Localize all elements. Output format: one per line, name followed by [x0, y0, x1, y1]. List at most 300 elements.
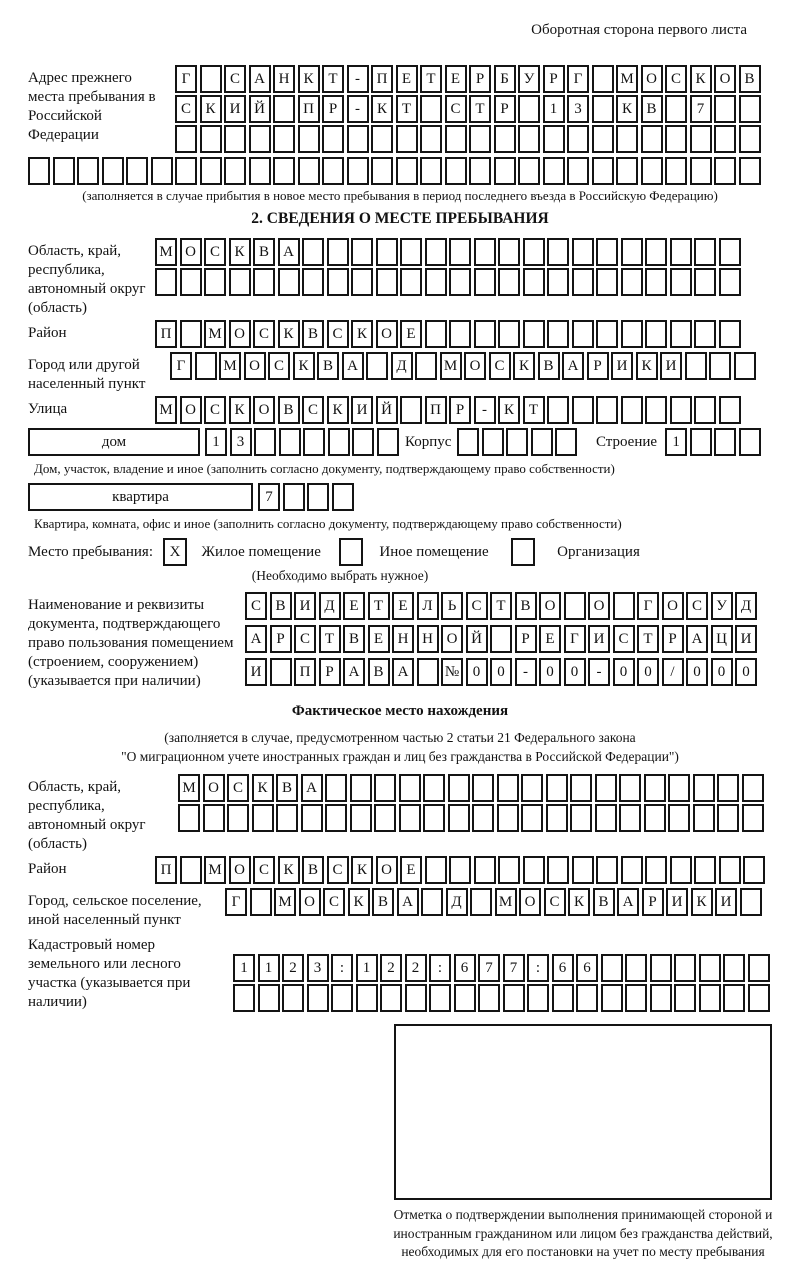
- char-cell: К: [293, 352, 315, 380]
- char-cell: К: [298, 65, 320, 93]
- char-cell: И: [224, 95, 246, 123]
- char-cell: [420, 157, 442, 185]
- char-cell: [665, 157, 687, 185]
- char-cell: Н: [392, 625, 414, 653]
- char-cell: [250, 888, 272, 916]
- char-cell: [302, 238, 324, 266]
- char-cell: [155, 268, 177, 296]
- stay-type-field: [28, 538, 772, 566]
- char-cell: [227, 804, 249, 832]
- char-cell: К: [371, 95, 393, 123]
- char-cell: 6: [552, 954, 574, 982]
- char-cell: С: [327, 320, 349, 348]
- stay-type-note: (Необходимо выбрать нужное): [251, 568, 429, 583]
- char-cell: О: [441, 625, 463, 653]
- char-cell: [332, 483, 354, 511]
- char-cell: С: [253, 320, 275, 348]
- korpus-row: [457, 428, 580, 456]
- char-cell: 2: [380, 954, 402, 982]
- char-cell: 0: [735, 658, 757, 686]
- char-cell: 0: [637, 658, 659, 686]
- char-cell: К: [513, 352, 535, 380]
- char-cell: К: [200, 95, 222, 123]
- char-cell: Е: [343, 592, 365, 620]
- char-cell: О: [299, 888, 321, 916]
- char-cell: [420, 125, 442, 153]
- char-cell: Т: [322, 65, 344, 93]
- cadastral-row-2: [233, 984, 772, 1012]
- char-cell: М: [219, 352, 241, 380]
- char-cell: О: [253, 396, 275, 424]
- char-cell: [719, 856, 741, 884]
- char-cell: С: [665, 65, 687, 93]
- section2-title: 2. СВЕДЕНИЯ О МЕСТЕ ПРЕБЫВАНИЯ: [251, 210, 549, 227]
- char-cell: [449, 238, 471, 266]
- char-cell: [518, 157, 540, 185]
- char-cell: [423, 804, 445, 832]
- char-cell: [592, 95, 614, 123]
- char-cell: [699, 954, 721, 982]
- char-cell: [307, 483, 329, 511]
- char-cell: [621, 396, 643, 424]
- char-cell: [572, 320, 594, 348]
- char-cell: [685, 352, 707, 380]
- stay-type-label: Место пребывания:: [28, 544, 153, 560]
- char-cell: О: [180, 238, 202, 266]
- region-field: [28, 238, 772, 318]
- street-label: Улица: [28, 401, 68, 417]
- char-cell: №: [441, 658, 463, 686]
- char-cell: [351, 238, 373, 266]
- char-cell: М: [274, 888, 296, 916]
- char-cell: Г: [225, 888, 247, 916]
- char-cell: В: [372, 888, 394, 916]
- char-cell: [469, 157, 491, 185]
- char-cell: С: [268, 352, 290, 380]
- char-cell: С: [323, 888, 345, 916]
- char-cell: С: [175, 95, 197, 123]
- actual-location-note-line2: "О миграционном учете иностранных граждан и лиц без гражданства в Российской Федерации"): [121, 749, 679, 764]
- char-cell: [325, 804, 347, 832]
- char-cell: [180, 320, 202, 348]
- char-cell: [420, 95, 442, 123]
- prev-address-row-2: [175, 95, 763, 123]
- char-cell: [619, 774, 641, 802]
- char-cell: О: [229, 856, 251, 884]
- char-cell: 0: [539, 658, 561, 686]
- char-cell: [380, 984, 402, 1012]
- char-cell: [448, 804, 470, 832]
- char-cell: [28, 157, 50, 185]
- char-cell: [596, 238, 618, 266]
- char-cell: [668, 804, 690, 832]
- char-cell: Д: [391, 352, 413, 380]
- char-cell: [734, 352, 756, 380]
- char-cell: Р: [642, 888, 664, 916]
- char-cell: Р: [494, 95, 516, 123]
- char-cell: А: [397, 888, 419, 916]
- char-cell: [347, 157, 369, 185]
- char-cell: О: [203, 774, 225, 802]
- char-cell: [523, 320, 545, 348]
- char-cell: [273, 95, 295, 123]
- char-cell: И: [715, 888, 737, 916]
- char-cell: М: [204, 320, 226, 348]
- char-cell: [224, 125, 246, 153]
- char-cell: К: [351, 856, 373, 884]
- char-cell: [748, 984, 770, 1012]
- char-cell: [254, 428, 276, 456]
- char-cell: [351, 268, 373, 296]
- char-cell: [302, 268, 324, 296]
- char-cell: -: [588, 658, 610, 686]
- char-cell: [564, 592, 586, 620]
- cadastral-field: [28, 932, 772, 1014]
- prev-address-field: [28, 65, 772, 155]
- char-cell: Н: [273, 65, 295, 93]
- char-cell: [670, 320, 692, 348]
- actual-location-note-line1: (заполняется в случае, предусмотренном частью 2 статьи 21 Федерального закона: [164, 730, 636, 745]
- char-cell: [470, 888, 492, 916]
- char-cell: Г: [567, 65, 589, 93]
- char-cell: [445, 157, 467, 185]
- stay-type-checkbox-organization: [511, 538, 535, 566]
- prev-address-row-4: [28, 157, 772, 185]
- char-cell: [690, 428, 712, 456]
- char-cell: 0: [564, 658, 586, 686]
- char-cell: О: [662, 592, 684, 620]
- house-field: [28, 428, 772, 458]
- char-cell: А: [278, 238, 300, 266]
- char-cell: 1: [233, 954, 255, 982]
- char-cell: [668, 774, 690, 802]
- char-cell: [448, 774, 470, 802]
- char-cell: Г: [170, 352, 192, 380]
- char-cell: М: [616, 65, 638, 93]
- char-cell: С: [445, 95, 467, 123]
- char-cell: [327, 268, 349, 296]
- char-cell: [423, 774, 445, 802]
- char-cell: [200, 65, 222, 93]
- char-cell: Й: [376, 396, 398, 424]
- street-row: [155, 396, 743, 424]
- char-cell: [625, 984, 647, 1012]
- char-cell: [521, 774, 543, 802]
- char-cell: [523, 238, 545, 266]
- confirmation-stamp-box: [394, 1024, 772, 1200]
- char-cell: [396, 125, 418, 153]
- char-cell: [474, 238, 496, 266]
- char-cell: :: [331, 954, 353, 982]
- char-cell: В: [270, 592, 292, 620]
- ownership-document-row-2: [245, 625, 760, 653]
- char-cell: [454, 984, 476, 1012]
- char-cell: [740, 888, 762, 916]
- char-cell: О: [714, 65, 736, 93]
- char-cell: [601, 984, 623, 1012]
- char-cell: К: [229, 238, 251, 266]
- char-cell: У: [711, 592, 733, 620]
- char-cell: [552, 984, 574, 1012]
- stay-type-option-residential-label: Жилое помещение: [201, 544, 321, 560]
- char-cell: [592, 157, 614, 185]
- char-cell: [625, 954, 647, 982]
- char-cell: [77, 157, 99, 185]
- char-cell: 7: [690, 95, 712, 123]
- char-cell: К: [636, 352, 658, 380]
- char-cell: Е: [445, 65, 467, 93]
- char-cell: А: [301, 774, 323, 802]
- char-cell: И: [660, 352, 682, 380]
- char-cell: [276, 804, 298, 832]
- char-cell: [694, 268, 716, 296]
- char-cell: К: [351, 320, 373, 348]
- char-cell: [555, 428, 577, 456]
- char-cell: Г: [564, 625, 586, 653]
- region-row-2: [155, 268, 743, 296]
- char-cell: [694, 238, 716, 266]
- char-cell: О: [376, 320, 398, 348]
- char-cell: 7: [478, 954, 500, 982]
- char-cell: [543, 157, 565, 185]
- char-cell: [645, 320, 667, 348]
- char-cell: [670, 238, 692, 266]
- char-cell: Т: [523, 396, 545, 424]
- char-cell: [425, 238, 447, 266]
- char-cell: П: [155, 856, 177, 884]
- char-cell: [518, 125, 540, 153]
- char-cell: [449, 320, 471, 348]
- char-cell: [523, 856, 545, 884]
- char-cell: -: [347, 65, 369, 93]
- char-cell: [303, 428, 325, 456]
- char-cell: [203, 804, 225, 832]
- char-cell: -: [474, 396, 496, 424]
- char-cell: [325, 774, 347, 802]
- char-cell: [739, 157, 761, 185]
- char-cell: [743, 856, 765, 884]
- actual-region-row-1: [178, 774, 766, 802]
- char-cell: Д: [446, 888, 468, 916]
- char-cell: [547, 320, 569, 348]
- char-cell: [298, 157, 320, 185]
- char-cell: [748, 954, 770, 982]
- char-cell: П: [155, 320, 177, 348]
- char-cell: [690, 125, 712, 153]
- char-cell: [576, 984, 598, 1012]
- char-cell: В: [368, 658, 390, 686]
- char-cell: [371, 125, 393, 153]
- char-cell: [376, 238, 398, 266]
- char-cell: [699, 984, 721, 1012]
- char-cell: -: [347, 95, 369, 123]
- district-field: [28, 320, 772, 350]
- char-cell: [399, 804, 421, 832]
- char-cell: [595, 774, 617, 802]
- char-cell: [252, 804, 274, 832]
- char-cell: [547, 396, 569, 424]
- char-cell: -: [515, 658, 537, 686]
- char-cell: Л: [417, 592, 439, 620]
- char-cell: С: [613, 625, 635, 653]
- char-cell: [472, 774, 494, 802]
- char-cell: М: [440, 352, 462, 380]
- char-cell: [224, 157, 246, 185]
- char-cell: [546, 804, 568, 832]
- char-cell: С: [466, 592, 488, 620]
- char-cell: [596, 268, 618, 296]
- char-cell: [714, 125, 736, 153]
- char-cell: [497, 774, 519, 802]
- char-cell: [417, 658, 439, 686]
- char-cell: [616, 157, 638, 185]
- char-cell: Ь: [441, 592, 463, 620]
- char-cell: С: [245, 592, 267, 620]
- char-cell: 1: [205, 428, 227, 456]
- char-cell: Й: [249, 95, 271, 123]
- char-cell: С: [204, 396, 226, 424]
- char-cell: О: [376, 856, 398, 884]
- apartment-note: Квартира, комната, офис и иное (заполнить согласно документу, подтверждающему право собственности): [34, 516, 622, 531]
- char-cell: [307, 984, 329, 1012]
- char-cell: 3: [307, 954, 329, 982]
- char-cell: 3: [230, 428, 252, 456]
- char-cell: [645, 238, 667, 266]
- char-cell: В: [515, 592, 537, 620]
- char-cell: 7: [258, 483, 280, 511]
- char-cell: Р: [319, 658, 341, 686]
- char-cell: И: [611, 352, 633, 380]
- city-label: Город или другой населенный пункт: [28, 357, 146, 392]
- char-cell: Р: [543, 65, 565, 93]
- char-cell: [374, 774, 396, 802]
- char-cell: В: [739, 65, 761, 93]
- char-cell: [126, 157, 148, 185]
- char-cell: [399, 774, 421, 802]
- char-cell: [327, 238, 349, 266]
- char-cell: К: [252, 774, 274, 802]
- char-cell: [249, 125, 271, 153]
- actual-city-field: [28, 888, 772, 930]
- stroenie-label: Строение: [595, 434, 658, 450]
- char-cell: В: [278, 396, 300, 424]
- char-cell: 0: [613, 658, 635, 686]
- char-cell: [670, 396, 692, 424]
- char-cell: [527, 984, 549, 1012]
- char-cell: [229, 268, 251, 296]
- char-cell: [645, 856, 667, 884]
- char-cell: [665, 95, 687, 123]
- char-cell: Р: [587, 352, 609, 380]
- char-cell: [714, 95, 736, 123]
- house-type-box: дом: [28, 428, 200, 456]
- char-cell: [567, 125, 589, 153]
- char-cell: [503, 984, 525, 1012]
- char-cell: [723, 954, 745, 982]
- city-row: [170, 352, 758, 380]
- char-cell: С: [544, 888, 566, 916]
- char-cell: [279, 428, 301, 456]
- region-label: Область, край, республика, автономный округ (область): [28, 243, 146, 316]
- char-cell: В: [317, 352, 339, 380]
- prev-address-label: Адрес прежнего места пребывания в Российской Федерации: [28, 70, 156, 143]
- char-cell: К: [278, 320, 300, 348]
- char-cell: [547, 238, 569, 266]
- stay-type-checkbox-other-premises: [339, 538, 363, 566]
- char-cell: Д: [319, 592, 341, 620]
- char-cell: [665, 125, 687, 153]
- char-cell: [742, 804, 764, 832]
- apartment-type-box: квартира: [28, 483, 253, 511]
- char-cell: [641, 125, 663, 153]
- char-cell: [498, 856, 520, 884]
- char-cell: [497, 804, 519, 832]
- char-cell: И: [588, 625, 610, 653]
- char-cell: [650, 984, 672, 1012]
- char-cell: [415, 352, 437, 380]
- char-cell: [719, 238, 741, 266]
- char-cell: Р: [515, 625, 537, 653]
- char-cell: [195, 352, 217, 380]
- char-cell: С: [294, 625, 316, 653]
- char-cell: [151, 157, 173, 185]
- actual-district-field: [28, 856, 772, 886]
- char-cell: [53, 157, 75, 185]
- char-cell: Т: [637, 625, 659, 653]
- char-cell: [547, 268, 569, 296]
- char-cell: [616, 125, 638, 153]
- char-cell: К: [229, 396, 251, 424]
- char-cell: А: [686, 625, 708, 653]
- char-cell: П: [425, 396, 447, 424]
- char-cell: [674, 954, 696, 982]
- char-cell: И: [666, 888, 688, 916]
- prev-address-row-1: [175, 65, 763, 93]
- char-cell: С: [253, 856, 275, 884]
- street-field: [28, 396, 772, 426]
- stamp-area: [28, 1024, 772, 1262]
- char-cell: [233, 984, 255, 1012]
- char-cell: [739, 95, 761, 123]
- char-cell: С: [227, 774, 249, 802]
- char-cell: [474, 320, 496, 348]
- char-cell: И: [351, 396, 373, 424]
- char-cell: [644, 804, 666, 832]
- char-cell: [498, 320, 520, 348]
- char-cell: [425, 268, 447, 296]
- char-cell: [596, 856, 618, 884]
- char-cell: [178, 804, 200, 832]
- char-cell: К: [568, 888, 590, 916]
- char-cell: Р: [662, 625, 684, 653]
- char-cell: Т: [368, 592, 390, 620]
- char-cell: О: [519, 888, 541, 916]
- char-cell: М: [155, 396, 177, 424]
- char-cell: [572, 268, 594, 296]
- actual-district-row: [155, 856, 768, 884]
- char-cell: [570, 774, 592, 802]
- char-cell: [739, 428, 761, 456]
- char-cell: [376, 268, 398, 296]
- char-cell: [278, 268, 300, 296]
- char-cell: Т: [469, 95, 491, 123]
- district-label: Район: [28, 325, 67, 341]
- char-cell: [180, 268, 202, 296]
- char-cell: М: [204, 856, 226, 884]
- char-cell: В: [302, 856, 324, 884]
- char-cell: Е: [368, 625, 390, 653]
- char-cell: [546, 774, 568, 802]
